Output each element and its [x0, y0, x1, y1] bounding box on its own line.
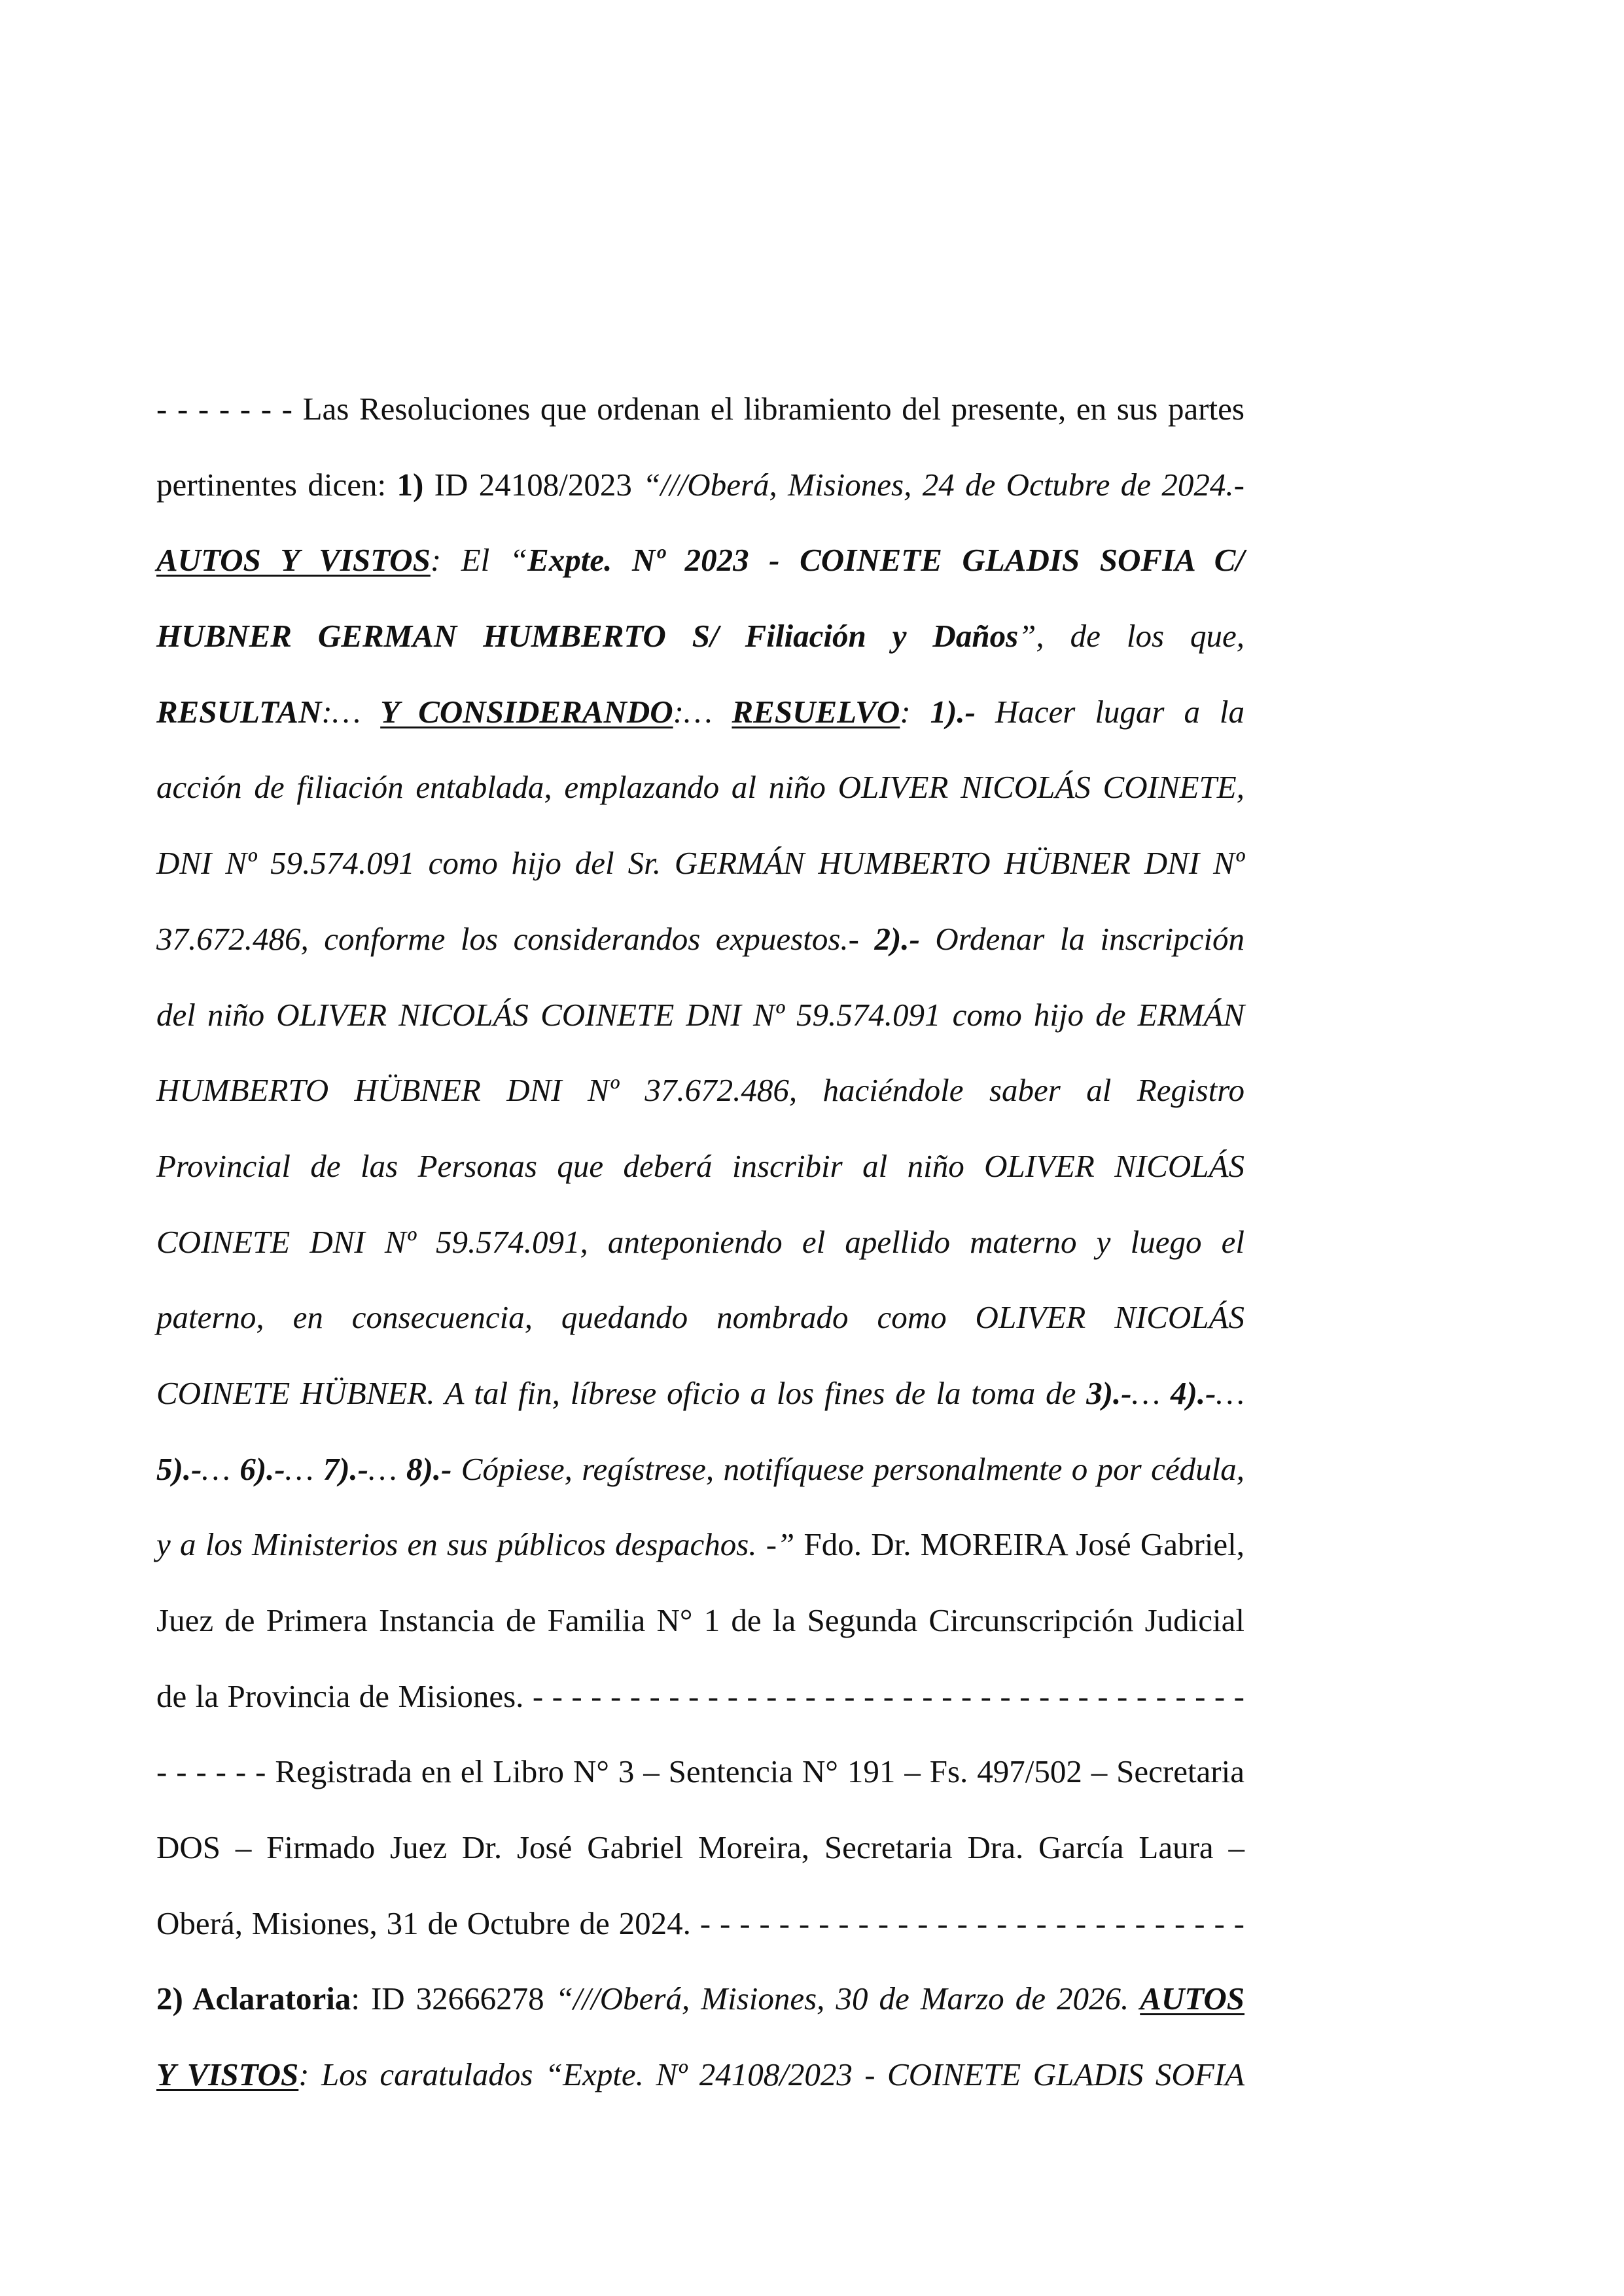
text-segment: acción de filiación entablada, emplazando al niño OLIVER NICOLÁS COINETE,: [156, 769, 1244, 806]
ellipsis: …: [368, 1450, 407, 1487]
text-segment: Provincial de las Personas que deberá inscribir al niño OLIVER NICOLÁS: [156, 1147, 1244, 1184]
body-line: [156, 522, 1244, 598]
text-segment: : El “: [430, 542, 528, 579]
item-number-1: 1): [397, 466, 424, 503]
text-segment: Hacer lugar a la: [975, 693, 1244, 730]
clause-number: 3).-: [1086, 1374, 1132, 1411]
text-segment: DNI Nº 59.574.091 como hijo del Sr. GERMÁN HUMBERTO HÜBNER DNI Nº: [156, 845, 1244, 882]
body-line: [156, 1052, 1244, 1128]
ellipsis: …: [1131, 1374, 1171, 1411]
clause-number: 1).-: [930, 693, 976, 730]
text-segment: Cópiese, regístrese, notifíquese personalmente o por cédula,: [451, 1450, 1244, 1487]
body-line: [156, 1128, 1244, 1204]
signature-text: Fdo. Dr. MOREIRA José Gabriel,: [794, 1526, 1245, 1563]
ellipsis: …: [285, 1450, 323, 1487]
body-line: [156, 598, 1244, 674]
text-segment: del niño OLIVER NICOLÁS COINETE DNI Nº 59.574.091 como hijo de ERMÁN: [156, 996, 1244, 1033]
clause-number: 7).-: [323, 1450, 369, 1487]
resolution-id: ID 24108/2023: [423, 466, 643, 503]
resolution-date-quote: “///Oberá, Misiones, 24 de Octubre de 2024.-: [643, 466, 1244, 503]
text-segment: pertinentes dicen:: [156, 466, 397, 503]
body-line: [156, 674, 1244, 750]
text-segment: Ordenar la inscripción: [919, 920, 1244, 957]
body-line: [156, 901, 1244, 977]
body-line: [156, 1280, 1244, 1355]
clause-number: 8).-: [406, 1450, 452, 1487]
body-line: [156, 1204, 1244, 1280]
registration-text: DOS – Firmado Juez Dr. José Gabriel Moreira, Secretaria Dra. García Laura –: [156, 1829, 1244, 1866]
heading-resultan: RESULTAN: [156, 693, 322, 730]
document-body: [156, 371, 1244, 2113]
text-segment: paterno, en consecuencia, quedando nombrado como OLIVER NICOLÁS: [156, 1299, 1244, 1336]
body-line: [156, 1961, 1244, 2037]
heading-y-considerando: Y CONSIDERANDO: [380, 693, 673, 730]
resolution-date-quote: “///Oberá, Misiones, 30 de Marzo de 2026.: [555, 1981, 1140, 2017]
case-title: HUBNER GERMAN HUMBERTO S/ Filiación y Daños: [156, 618, 1019, 655]
text-segment: :: [900, 693, 930, 730]
text-segment: :…: [673, 693, 732, 730]
registration-text: - - - - - - Registrada en el Libro N° 3 – Sentencia N° 191 – Fs. 497/502 – Secretaria: [156, 1753, 1244, 1790]
item-aclaratoria: 2) Aclaratoria: [156, 1981, 351, 2017]
text-segment: ”, de los que,: [1018, 618, 1244, 655]
body-line: [156, 749, 1244, 825]
body-line: [156, 977, 1244, 1053]
body-line: [156, 1810, 1244, 1886]
body-line: [156, 1734, 1244, 1810]
body-line: [156, 1507, 1244, 1583]
heading-autos-y-vistos: AUTOS Y VISTOS: [156, 542, 431, 579]
clause-number: 2).-: [874, 920, 920, 957]
body-line: [156, 1583, 1244, 1659]
text-segment: COINETE HÜBNER. A tal fin, líbrese oficio a los fines de la toma de: [156, 1374, 1087, 1411]
heading-resuelvo: RESUELVO: [732, 693, 900, 730]
text-segment: y a los Ministerios en sus públicos despachos. -”: [156, 1526, 795, 1563]
body-line: [156, 1886, 1244, 1962]
text-segment: COINETE DNI Nº 59.574.091, anteponiendo el apellido materno y luego el: [156, 1223, 1244, 1260]
text-segment: 37.672.486, conforme los considerandos expuestos.-: [156, 920, 875, 957]
heading-autos: AUTOS: [1140, 1981, 1244, 2017]
body-line: [156, 1431, 1244, 1507]
body-line: [156, 1355, 1244, 1431]
body-line: [156, 825, 1244, 901]
text-segment: :…: [321, 693, 381, 730]
ellipsis: …: [1216, 1374, 1244, 1411]
clause-number: 6).-: [239, 1450, 285, 1487]
case-title: Expte. Nº 2023 - COINETE GLADIS SOFIA C/: [527, 542, 1244, 579]
registration-date: Oberá, Misiones, 31 de Octubre de 2024. - - - - - - - - - - - - - - - - - - - - - - - - - - - -: [156, 1905, 1244, 1941]
text-segment: de la Provincia de Misiones. - - - - - - - - - - - - - - - - - - - - - - - - - - - - - - - - - - - - -: [156, 1677, 1244, 1714]
judge-title: Juez de Primera Instancia de Familia N° 1 de la Segunda Circunscripción Judicial: [156, 1602, 1244, 1638]
body-line: [156, 447, 1244, 523]
intro-text: - - - - - - - Las Resoluciones que ordenan el libramiento del presente, en sus partes: [156, 391, 1244, 427]
text-segment: : Los caratulados “Expte. Nº 24108/2023 - COINETE GLADIS SOFIA: [298, 2056, 1244, 2093]
clause-number: 5).-: [156, 1450, 202, 1487]
body-line: [156, 2037, 1244, 2113]
heading-y-vistos: Y VISTOS: [156, 2056, 299, 2093]
ellipsis: …: [202, 1450, 240, 1487]
text-segment: HUMBERTO HÜBNER DNI Nº 37.672.486, haciéndole saber al Registro: [156, 1072, 1244, 1109]
body-line: [156, 1659, 1244, 1734]
body-line: [156, 371, 1244, 447]
clause-number: 4).-: [1171, 1374, 1216, 1411]
resolution-id: : ID 32666278: [351, 1981, 556, 2017]
